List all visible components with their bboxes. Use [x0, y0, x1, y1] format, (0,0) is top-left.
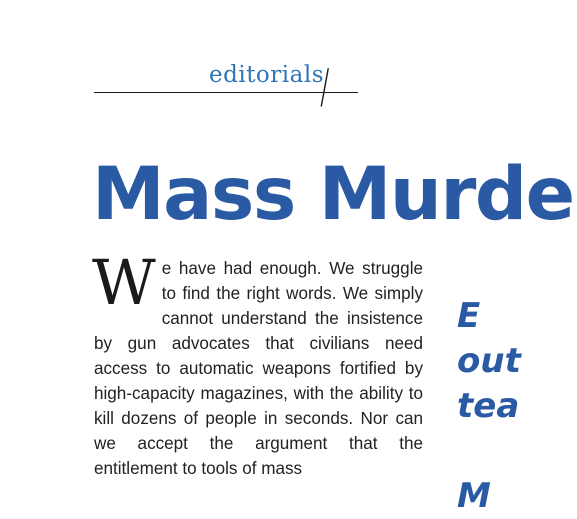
body-text: e have had enough. We struggle to find the right words. We simply cannot understand the insistence by gun advocates that civilians need access to automatic weapons fortified by high-capacity magazines, with the ability to kill dozens of people in seconds. Nor can we accept the argument that the entitlement to tools of mass	[94, 259, 423, 478]
section-divider-slash: /	[320, 59, 330, 113]
article-body	[92, 246, 423, 481]
section-rule	[94, 92, 358, 93]
pull-quote	[457, 294, 577, 519]
pull-quote-line: tea	[457, 386, 520, 426]
article-headline: Mass Murde	[92, 152, 574, 237]
section-label: editorials	[209, 62, 325, 88]
pull-quote-line: E	[457, 296, 481, 336]
pull-quote-line: out	[457, 341, 521, 381]
pull-quote-line: M	[457, 476, 491, 516]
pull-quote-line	[457, 429, 577, 474]
drop-cap: W	[92, 246, 156, 319]
